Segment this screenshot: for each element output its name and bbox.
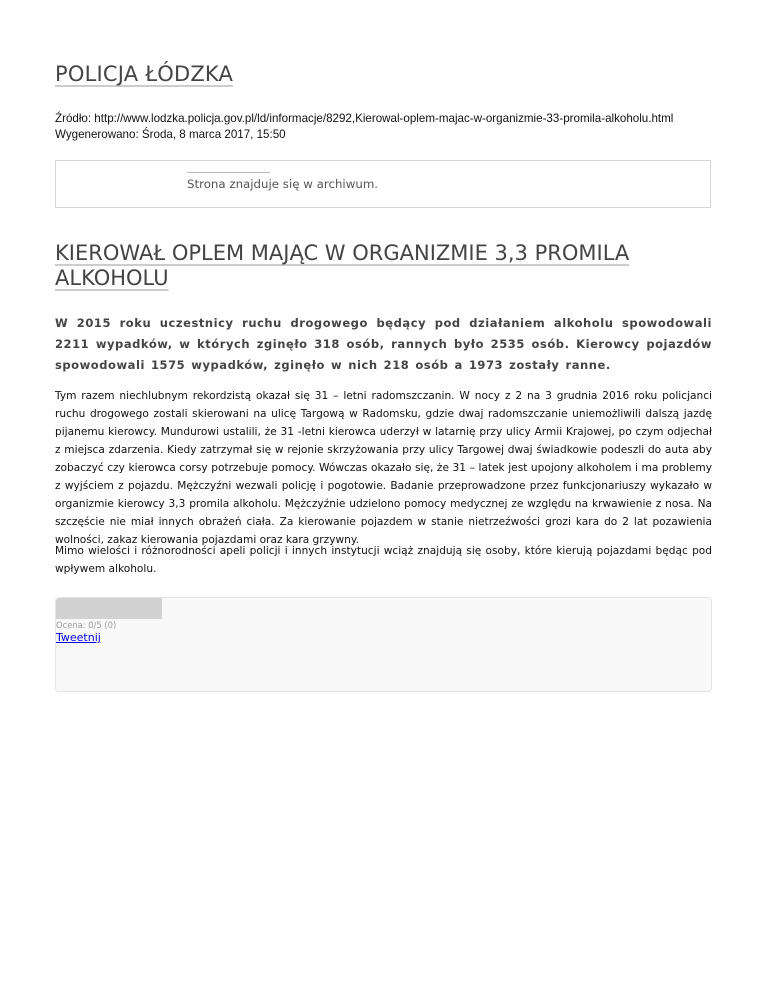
source-url: Źródło: http://www.lodzka.policja.gov.pl/ld/informacje/8292,Kierowal-oplem-majac-w-organizmie-33-promila-alkoholu.html <box>55 112 674 125</box>
article-lead: W 2015 roku uczestnicy ruchu drogowego będący pod działaniem alkoholu spowodowali 2211 wypadków, w których zginęło 318 osób, rannych było 2535 osób. Kierowcy pojazdów spowodowali 1575 wypadków, zginęło w nich 218 osób a 1973 zostały ranne. <box>55 316 712 372</box>
archive-notice: Strona znajduje się w archiwum. <box>187 177 379 191</box>
rating-panel <box>55 597 712 692</box>
generated-date: Wygenerowano: Środa, 8 marca 2017, 15:50 <box>55 128 286 141</box>
rating-score: Ocena: 0/5 (0) <box>56 620 117 630</box>
archive-divider <box>187 172 270 173</box>
article-paragraph: Mimo wielości i różnorodności apeli policji i innych instytucji wciąż znajdują się osoby, które kierują pojazdami będąc pod wpływem alkoholu. <box>55 545 712 575</box>
tweet-link[interactable]: Tweetnij <box>56 631 101 644</box>
rating-stars-bar[interactable] <box>56 598 162 619</box>
site-title: POLICJA ŁÓDZKA <box>55 62 234 86</box>
print-meta <box>55 111 673 143</box>
article-paragraph: Tym razem niechlubnym rekordzistą okazał się 31 – letni radomszczanin. W nocy z 2 na 3 grudnia 2016 roku policjanci ruchu drogowego zostali skierowani na ulicę Targową w Radomsku, gdzie dwaj radomszczanie uniemożliwili dalszą jazdę pijanemu kierowcy. Mundurowi ustalili, że 31 -letni kierowca uderzył w latarnię przy ulicy Armii Krajowej, po czym odjechał z miejsca zdarzenia. Kiedy zatrzymał się w rejonie skrzyżowania przy ulicy Targowej dwaj świadkowie podeszli do auta aby zobaczyć czy kierowca corsy potrzebuje pomocy. Wówczas okazało się, że 31 – latek jest upojony alkoholem i ma problemy z wyjściem z pojazdu. Mężczyźni wezwali policję i pogotowie. Badanie przeprowadzone przez funkcjonariuszy wykazało w organizmie kierowcy 3,3 promila alkoholu. Mężczyźnie udzielono pomocy medycznej ze względu na krwawienie z nosa. Na szczęście nie miał innych obrażeń ciała. Za kierowanie pojazdem w stanie nietrzeźwości grozi kara do 2 lat pozawienia wolności, zakaz kierowania pojazdami oraz kara grzywny. <box>55 390 712 546</box>
article-title: KIEROWAŁ OPLEM MAJĄC W ORGANIZMIE 3,3 PROMILA ALKOHOLU <box>55 241 630 290</box>
archive-notice-box <box>55 160 711 208</box>
